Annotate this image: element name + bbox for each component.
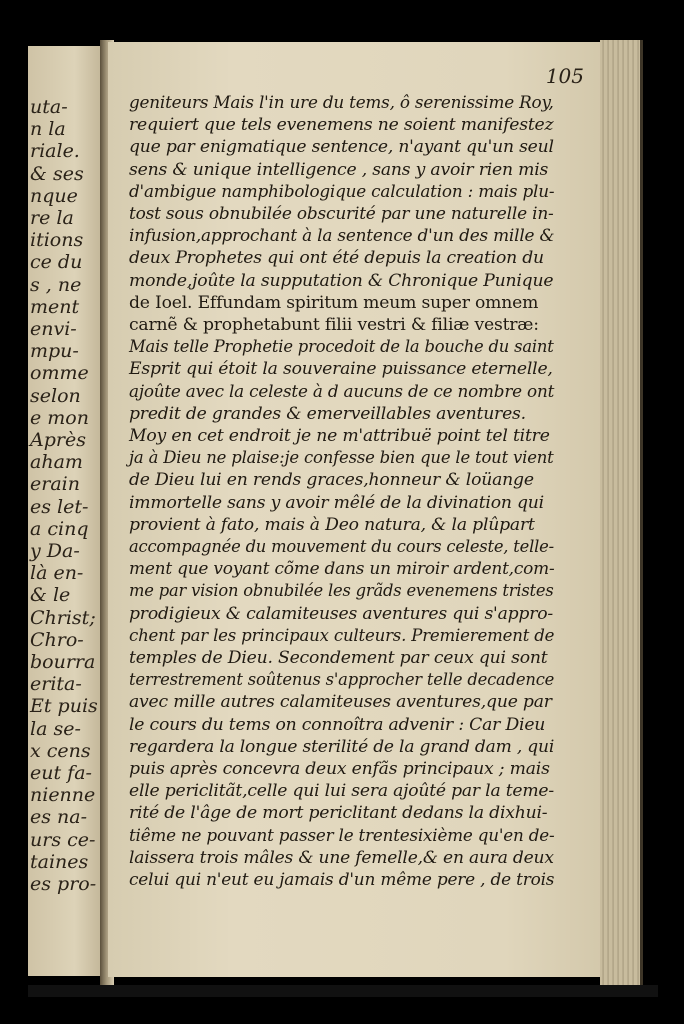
- left-page-line: la se-: [30, 717, 81, 740]
- left-page-line: erita-: [30, 673, 82, 696]
- text-line: provient à fato, mais à Deo natura, & la plûpart: [129, 514, 535, 535]
- text-line: chent par les principaux culteurs. Premierement de: [129, 625, 555, 646]
- text-line: ment que voyant cõme dans un miroir ardent,com-: [129, 559, 555, 580]
- page-edges: [600, 40, 643, 985]
- text-line: ja à Dieu ne plaise:je confesse bien que le tout vient: [129, 448, 554, 469]
- left-page-line: & le: [30, 584, 71, 607]
- left-page-line: ce du: [30, 251, 83, 274]
- left-page-line: Après: [30, 429, 86, 451]
- text-line: de Ioel. Effundam spiritum meum super omnem: [129, 292, 539, 313]
- left-page-line: itions: [30, 229, 84, 252]
- text-line: regardera la longue sterilité de la grand dam , qui: [129, 736, 555, 757]
- text-line: elle periclitãt,celle qui lui sera ajoûté par la teme-: [129, 781, 554, 802]
- text-line: ajoûte avec la celeste à d aucuns de ce nombre ont: [129, 381, 555, 402]
- text-line: de Dieu lui en rends graces,honneur & loüange: [129, 470, 534, 491]
- text-line: terrestrement soûtenus s'approcher telle decadence: [129, 670, 555, 691]
- text-line: d'ambigue namphibologique calculation : mais plu-: [129, 181, 555, 202]
- text-line: accompagnée du mouvement du cours celeste, telle-: [129, 537, 554, 557]
- left-page-line: riale.: [30, 140, 80, 163]
- text-line: predit de grandes & emerveillables aventures.: [129, 403, 526, 424]
- left-page-line: nque: [30, 184, 78, 207]
- page-number: 105: [545, 64, 584, 88]
- text-line: carnẽ & prophetabunt filii vestri & filiæ vestræ:: [129, 315, 539, 335]
- left-page-line: Et puis: [30, 695, 98, 718]
- text-line: deux Prophetes qui ont été depuis la creation du: [129, 248, 544, 269]
- text-line: monde,joûte la supputation & Chronique Punique: [129, 270, 554, 291]
- left-page-line: Christ;: [30, 606, 96, 629]
- left-page-line: selon: [30, 384, 81, 407]
- left-page-line: envi-: [30, 318, 77, 340]
- left-page-line: omme: [30, 362, 89, 385]
- left-page-line: x cens: [30, 739, 91, 762]
- left-page-line: es na-: [30, 806, 88, 829]
- left-page-line: & ses: [30, 162, 84, 185]
- left-page-line: mpu-: [30, 340, 79, 363]
- text-line: me par vision obnubilée les grãds evenemens tristes: [129, 581, 554, 602]
- text-line: infusion,approchant à la sentence d'un des mille &: [129, 226, 555, 247]
- text-line: Mais telle Prophetie procedoit de la bouche du saint: [129, 337, 554, 358]
- left-page-line: aham: [30, 451, 83, 474]
- text-line: geniteurs Mais l'in ure du tems, ô serenissime Roy,: [129, 93, 554, 113]
- text-line: laissera trois mâles & une femelle,& en aura deux: [129, 847, 554, 868]
- text-line: Moy en cet endroit je ne m'attribuë point tel titre: [129, 426, 550, 446]
- text-line: tost sous obnubilée obscurité par une naturelle in-: [129, 204, 554, 224]
- left-page-line: a cinq: [30, 517, 89, 540]
- left-page: [28, 46, 108, 976]
- left-page-line: s , ne: [30, 273, 82, 296]
- left-page-line: eut fa-: [30, 762, 92, 784]
- left-page-line: n la: [30, 118, 66, 141]
- text-line: le cours du tems on connoîtra advenir : Car Dieu: [129, 714, 546, 735]
- left-page-line: e mon: [30, 406, 89, 429]
- left-page-line: y Da-: [30, 540, 80, 562]
- text-line: immortelle sans y avoir mêlé de la divination qui: [129, 492, 544, 513]
- text-line: Esprit qui étoit la souveraine puissance eternelle,: [129, 359, 553, 380]
- left-page-line: ment: [30, 295, 80, 318]
- text-line: celui qui n'eut eu jamais d'un même pere , de trois: [129, 870, 555, 890]
- left-page-line: es pro-: [30, 873, 97, 895]
- text-line: requiert que tels evenemens ne soient manifestez: [129, 115, 554, 136]
- left-page-line: nienne: [30, 784, 96, 807]
- text-line: puis après concevra deux enfãs principaux ; mais: [129, 759, 550, 779]
- text-line: tiême ne pouvant passer le trentesixième qu'en de-: [129, 825, 555, 846]
- left-page-line: urs ce-: [30, 828, 96, 851]
- text-line: sens & unique intelligence , sans y avoir rien mis: [129, 159, 549, 180]
- left-page-line: es let-: [30, 495, 89, 518]
- scan-bottom-edge: [28, 985, 658, 997]
- left-page-line: uta-: [30, 96, 68, 118]
- left-page-line: Chro-: [30, 628, 84, 651]
- left-page-line: re la: [30, 207, 74, 229]
- text-line: avec mille autres calamiteuses aventures,que par: [129, 692, 552, 713]
- text-line: rité de l'âge de mort periclitant dedans la dixhui-: [129, 803, 548, 824]
- left-page-line: bourra: [30, 651, 96, 673]
- text-line: temples de Dieu. Secondement par ceux qui sont: [129, 648, 548, 668]
- text-line: prodigieux & calamiteuses aventures qui s'appro-: [129, 603, 554, 624]
- left-page-line: là en-: [30, 562, 84, 585]
- left-page-line: taines: [30, 850, 89, 873]
- text-line: que par enigmatique sentence, n'ayant qu'un seul: [129, 137, 554, 158]
- left-page-line: erain: [30, 473, 80, 496]
